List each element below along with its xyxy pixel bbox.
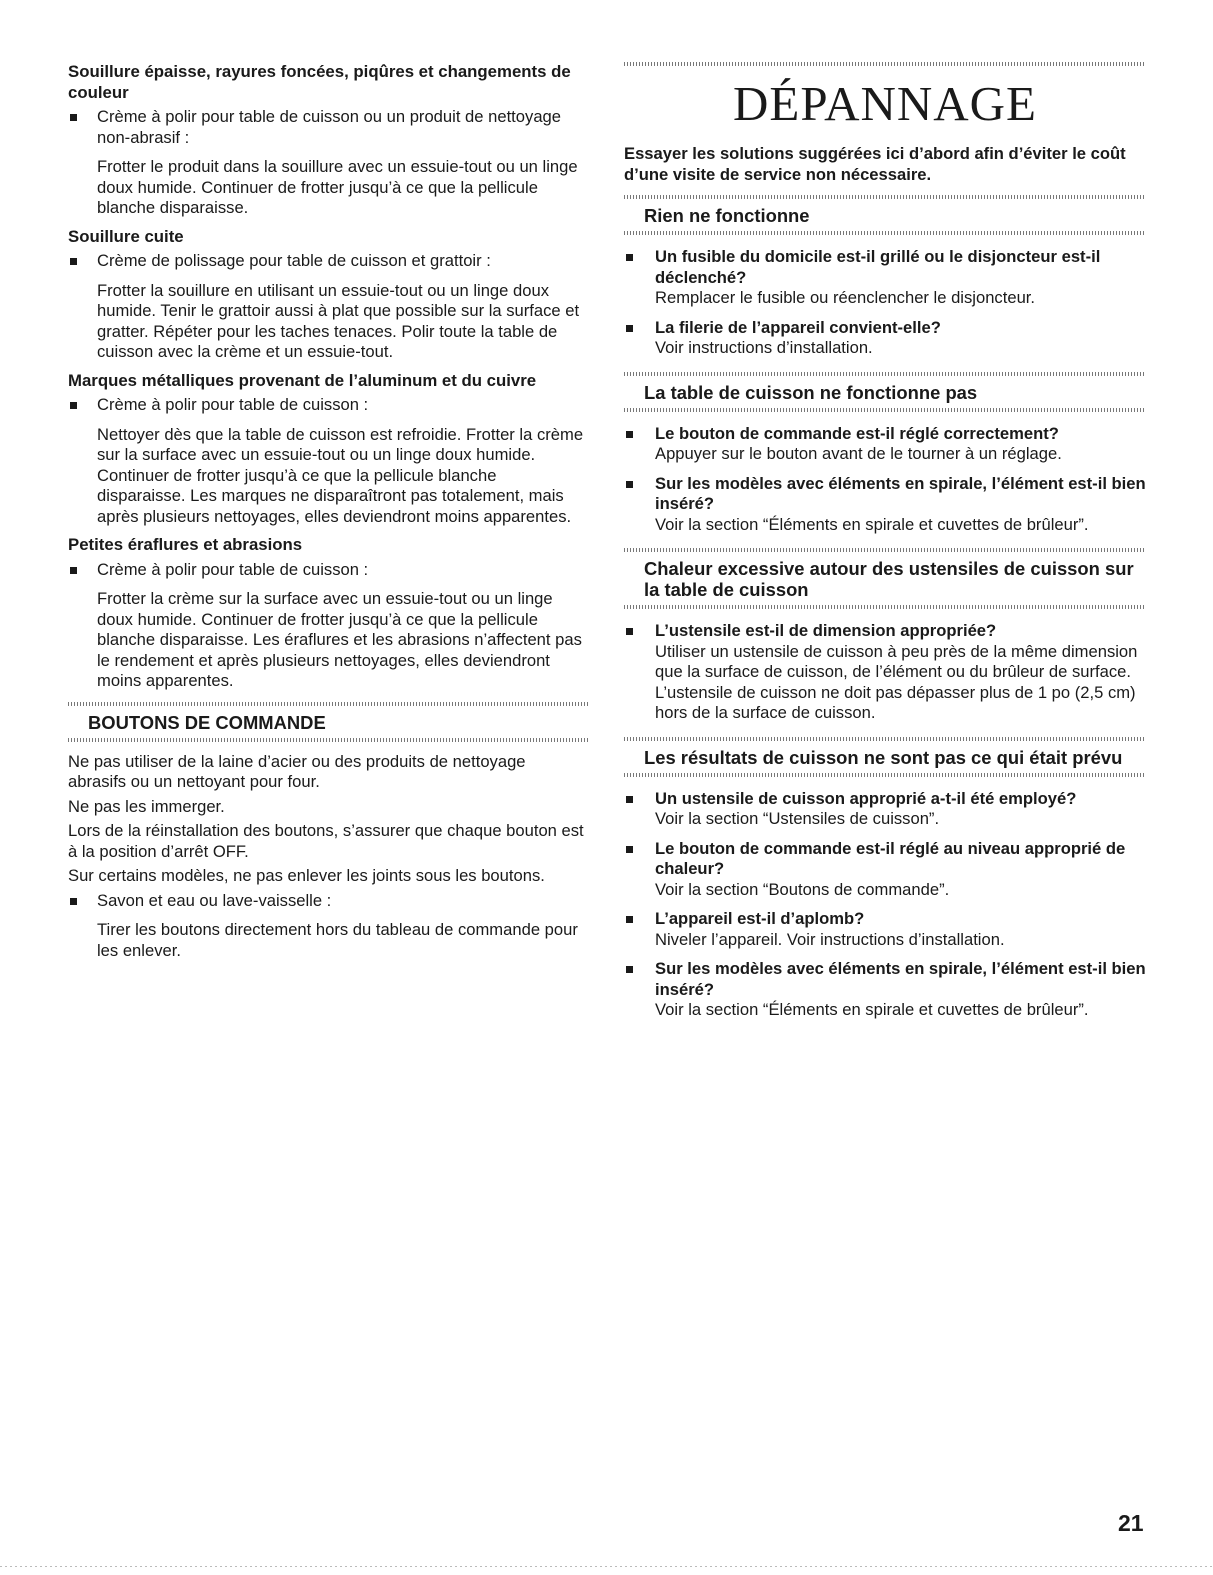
bullet-square-icon <box>70 898 77 905</box>
bullet-square-icon <box>70 402 77 409</box>
burned-soil-heading: Souillure cuite <box>68 226 184 246</box>
metal-marks-bullet: Crème à polir pour table de cuisson : <box>68 395 588 416</box>
answer-text: Niveler l’appareil. Voir instructions d’installation. <box>655 929 1005 949</box>
scratches-bullet: Crème à polir pour table de cuisson : <box>68 560 588 581</box>
question-text: Le bouton de commande est-il réglé au niveau approprié de chaleur? <box>655 838 1126 878</box>
section-divider <box>624 605 1146 609</box>
section-divider <box>624 408 1146 412</box>
answer-text: Voir la section “Ustensiles de cuisson”. <box>655 809 940 828</box>
problem-heading: La table de cuisson ne fonctionne pas <box>644 381 978 403</box>
section-divider <box>68 738 588 742</box>
question-text: Un fusible du domicile est-il grillé ou le disjoncteur est-il déclenché? <box>655 247 1101 287</box>
knobs-bullet: Savon et eau ou lave-vaisselle : <box>68 891 588 912</box>
knobs-paragraph: Lors de la réinstallation des boutons, s’assurer que chaque bouton est à la position d’arrêt OFF. <box>68 821 584 861</box>
answer-text: Appuyer sur le bouton avant de le tourner à un réglage. <box>655 444 1062 463</box>
troubleshooting-item <box>624 621 1146 724</box>
answer-text: Utiliser un ustensile de cuisson à peu près de la même dimension que la surface de cuisson, de l’élément ou du brûleur de surface. L’ustensile de cuisson ne doit pas dépasser plus de 1 po (2,5 cm) hors de la surface de cuisson. <box>655 641 1138 722</box>
knobs-paragraph: Sur certains modèles, ne pas enlever les joints sous les boutons. <box>68 866 545 885</box>
knobs-paragraph: Ne pas les immerger. <box>68 796 225 816</box>
bullet-square-icon <box>626 325 633 332</box>
metal-marks-text: Nettoyer dès que la table de cuisson est refroidie. Frotter la crème sur la surface avec un essuie-tout ou un linge doux humide. Continuer de frotter jusqu’à ce que la pellicule blanche disparaisse. Les marques ne disparaîtront pas totalement, mais après plusieurs nettoyages, elles deviendront moins apparentes. <box>97 424 584 526</box>
heavy-soil-bullet: Crème à polir pour table de cuisson ou un produit de nettoyage non-abrasif : <box>68 107 588 148</box>
burned-soil-text: Frotter la souillure en utilisant un essuie-tout ou un linge doux humide. Tenir le grattoir aussi à plat que possible sur la surface et gratter. Répéter pour les taches tenaces. Polir toute la table de cuisson avec la crème et un essuie-tout. <box>97 280 580 361</box>
bullet-square-icon <box>626 916 633 923</box>
troubleshooting-item <box>624 839 1146 901</box>
heavy-soil-heading: Souillure épaisse, rayures foncées, piqûres et changements de couleur <box>68 62 571 102</box>
spacer <box>624 1030 1146 1034</box>
question-text: Sur les modèles avec éléments en spirale, l’élément est-il bien inséré? <box>655 959 1146 999</box>
troubleshooting-item <box>624 318 1146 359</box>
heavy-soil-text: Frotter le produit dans la souillure avec un essuie-tout ou un linge doux humide. Continuer de frotter jusqu’à ce que la pellicule blanche disparaisse. <box>97 157 578 217</box>
metal-marks-heading: Marques métalliques provenant de l’aluminum et du cuivre <box>68 370 537 390</box>
question-text: La filerie de l’appareil convient-elle? <box>655 317 941 337</box>
bottom-edge-line <box>0 1566 1213 1567</box>
troubleshooting-item <box>624 789 1146 830</box>
bullet-square-icon <box>70 567 77 574</box>
problem-heading: Rien ne fonctionne <box>644 205 810 226</box>
knobs-section-title: BOUTONS DE COMMANDE <box>88 711 326 733</box>
bullet-square-icon <box>626 431 633 438</box>
bullet-square-icon <box>70 114 77 121</box>
troubleshooting-item <box>624 474 1146 536</box>
bullet-square-icon <box>626 481 633 488</box>
knobs-text: Tirer les boutons directement hors du tableau de commande pour les enlever. <box>97 920 578 960</box>
troubleshooting-item <box>624 424 1146 465</box>
answer-text: Remplacer le fusible ou réenclencher le disjoncteur. <box>655 288 1036 307</box>
right-column <box>624 62 1146 1034</box>
burned-soil-bullet: Crème de polissage pour table de cuisson et grattoir : <box>68 251 588 272</box>
troubleshooting-item <box>624 247 1146 309</box>
troubleshooting-sections <box>624 195 1146 1034</box>
problem-heading: Chaleur excessive autour des ustensiles de cuisson sur la table de cuisson <box>644 558 1134 600</box>
question-text: Un ustensile de cuisson approprié a-t-il été employé? <box>655 788 1077 808</box>
page-number: 21 <box>1118 1510 1144 1536</box>
question-text: Le bouton de commande est-il réglé correctement? <box>655 423 1059 443</box>
scratches-text: Frotter la crème sur la surface avec un essuie-tout ou un linge doux humide. Continuer de frotter jusqu’à ce que la pellicule blanche disparaisse. Les éraflures et les abrasions n’affectent pas le rendement et après plusieurs nettoyages, elles deviendront moins apparentes. <box>97 589 582 690</box>
answer-text: Voir la section “Boutons de commande”. <box>655 879 950 899</box>
bullet-square-icon <box>626 628 633 635</box>
question-text: Sur les modèles avec éléments en spirale, l’élément est-il bien inséré? <box>655 473 1146 513</box>
title-divider <box>624 62 1146 66</box>
bullet-square-icon <box>626 966 633 973</box>
knobs-paragraph: Ne pas utiliser de la laine d’acier ou des produits de nettoyage abrasifs ou un nettoyant pour four. <box>68 751 526 791</box>
left-column <box>68 62 588 969</box>
page-title: DÉPANNAGE <box>733 76 1037 131</box>
question-text: L’ustensile est-il de dimension appropriée? <box>655 621 997 640</box>
answer-text: Voir instructions d’installation. <box>655 338 873 357</box>
section-divider <box>624 231 1146 235</box>
scratches-heading: Petites éraflures et abrasions <box>68 535 303 554</box>
answer-text: Voir la section “Éléments en spirale et cuvettes de brûleur”. <box>655 1000 1089 1019</box>
bullet-square-icon <box>70 258 77 265</box>
troubleshooting-intro: Essayer les solutions suggérées ici d’abord afin d’éviter le coût d’une visite de service non nécessaire. <box>624 144 1126 184</box>
question-text: L’appareil est-il d’aplomb? <box>655 909 865 928</box>
section-divider <box>624 773 1146 777</box>
problem-heading: Les résultats de cuisson ne sont pas ce qui était prévu <box>644 746 1123 768</box>
troubleshooting-item <box>624 959 1146 1021</box>
troubleshooting-item <box>624 909 1146 950</box>
answer-text: Voir la section “Éléments en spirale et cuvettes de brûleur”. <box>655 514 1089 534</box>
bullet-square-icon <box>626 796 633 803</box>
bullet-square-icon <box>626 254 633 261</box>
bullet-square-icon <box>626 846 633 853</box>
